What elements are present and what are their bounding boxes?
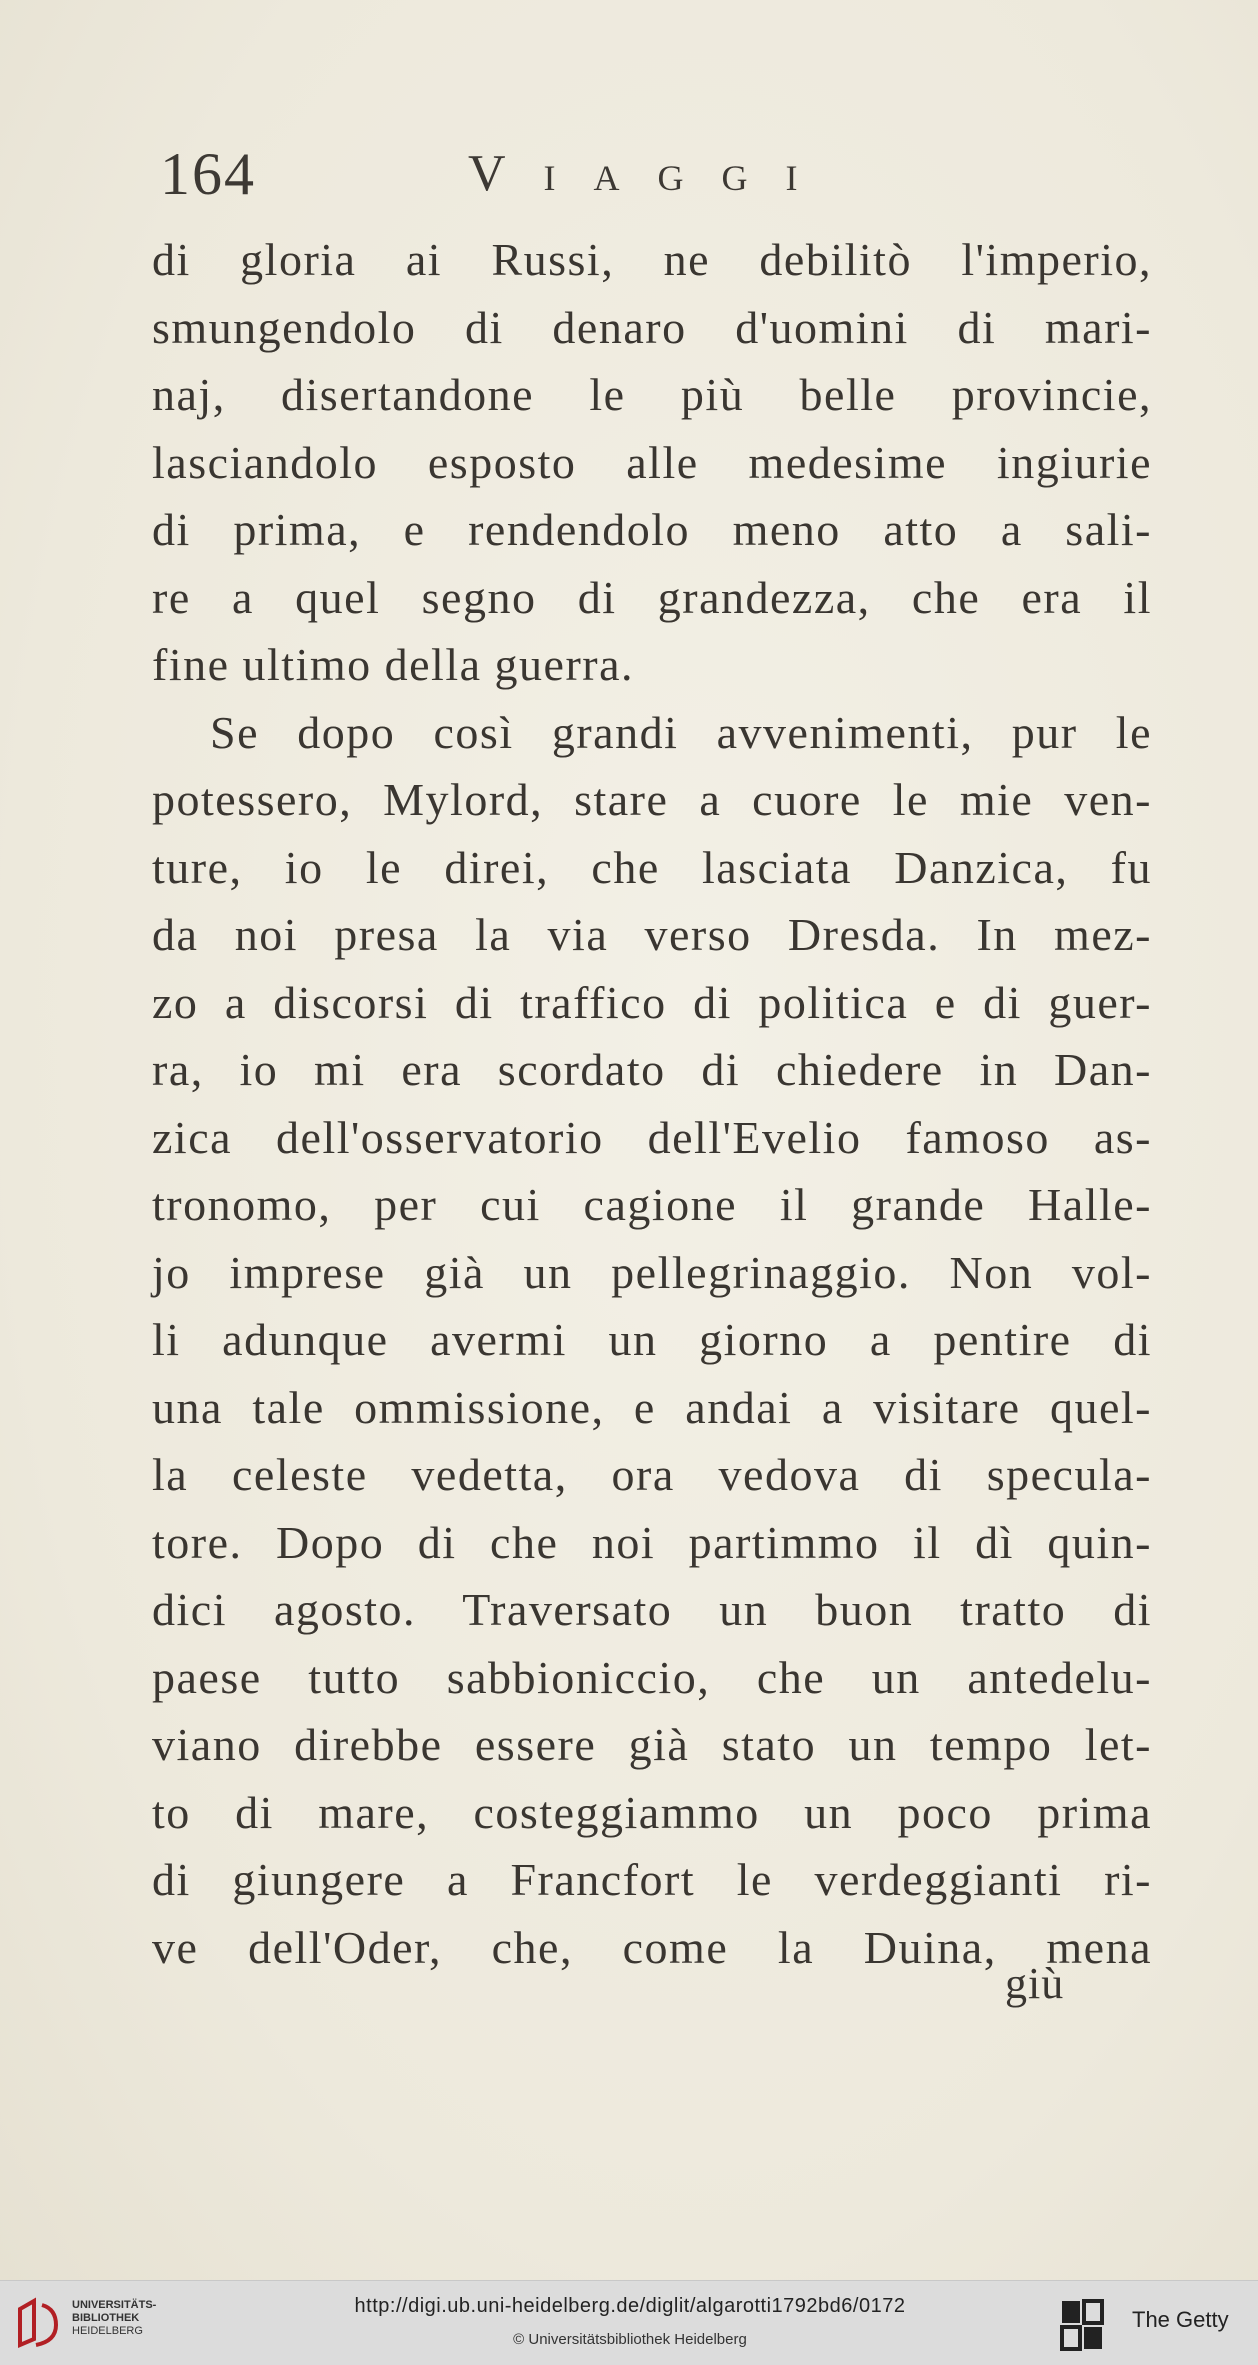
page-header	[160, 140, 1160, 220]
university-library-logo-icon	[14, 2295, 64, 2351]
text-line: tore. Dopo di che noi partimmo il dì quin-	[152, 1516, 1152, 1568]
text-line: di gloria ai Russi, ne debilitò l'imperio,	[152, 234, 1152, 285]
text-line: re a quel segno di grandezza, che era il	[152, 571, 1152, 623]
library-name-line: HEIDELBERG	[72, 2325, 143, 2337]
text-line: ve dell'Oder, che, come la Duina, mena	[152, 1921, 1152, 1973]
text-line: da noi presa la via verso Dresda. In mez-	[152, 909, 1152, 960]
library-name-line: UNIVERSITÄTS-	[72, 2299, 157, 2311]
text-line: Se dopo così grandi avvenimenti, pur le	[210, 706, 1152, 758]
text-line: tronomo, per cui cagione il grande Halle-	[152, 1179, 1152, 1230]
text-line: fine ultimo della guerra.	[152, 639, 635, 690]
footer-bar	[0, 2280, 1258, 2365]
text-line: una tale ommissione, e andai a visitare quel-	[152, 1381, 1152, 1433]
text-line: naj, disertandone le più belle provincie,	[152, 369, 1152, 420]
text-line: viano direbbe essere già stato un tempo let-	[152, 1719, 1152, 1770]
text-line: paese tutto sabbioniccio, che un antedelu-	[152, 1651, 1152, 1703]
copyright-notice: © Universitätsbibliothek Heidelberg	[513, 2331, 747, 2348]
page-number: 164	[160, 141, 256, 207]
text-line: potessero, Mylord, stare a cuore le mie ven-	[152, 774, 1152, 825]
text-line: ra, io mi era scordato di chiedere in Dan-	[152, 1044, 1152, 1095]
text-line: di giungere a Francfort le verdeggianti ri-	[152, 1854, 1152, 1905]
body-text	[152, 226, 1152, 1981]
text-line: lasciandolo esposto alle medesime ingiurie	[152, 436, 1152, 488]
library-name-line: BIBLIOTHEK	[72, 2312, 140, 2324]
library-name	[72, 2299, 156, 2338]
running-title: Viaggi	[468, 145, 836, 202]
text-line: smungendolo di denaro d'uomini di mari-	[152, 301, 1152, 353]
text-line: la celeste vedetta, ora vedova di specula-	[152, 1449, 1152, 1500]
text-line: to di mare, costeggiammo un poco prima	[152, 1786, 1152, 1838]
getty-logo-icon	[1058, 2297, 1108, 2353]
text-line: jo imprese già un pellegrinaggio. Non vol-	[152, 1246, 1152, 1298]
text-line: zica dell'osservatorio dell'Evelio famoso as-	[152, 1111, 1152, 1163]
document-url-link[interactable]: http://digi.ub.uni-heidelberg.de/diglit/algarotti1792bd6/0172	[354, 2295, 906, 2317]
text-line: dici agosto. Traversato un buon tratto di	[152, 1584, 1152, 1635]
text-line: di prima, e rendendolo meno atto a sali-	[152, 504, 1152, 555]
catchword: giù	[1005, 1959, 1065, 2008]
text-line: ture, io le direi, che lasciata Danzica, fu	[152, 841, 1152, 893]
text-line: zo a discorsi di traffico di politica e di guer-	[152, 976, 1152, 1028]
text-line: li adunque avermi un giorno a pentire di	[152, 1314, 1152, 1365]
partner-name: The Getty	[1132, 2307, 1229, 2332]
